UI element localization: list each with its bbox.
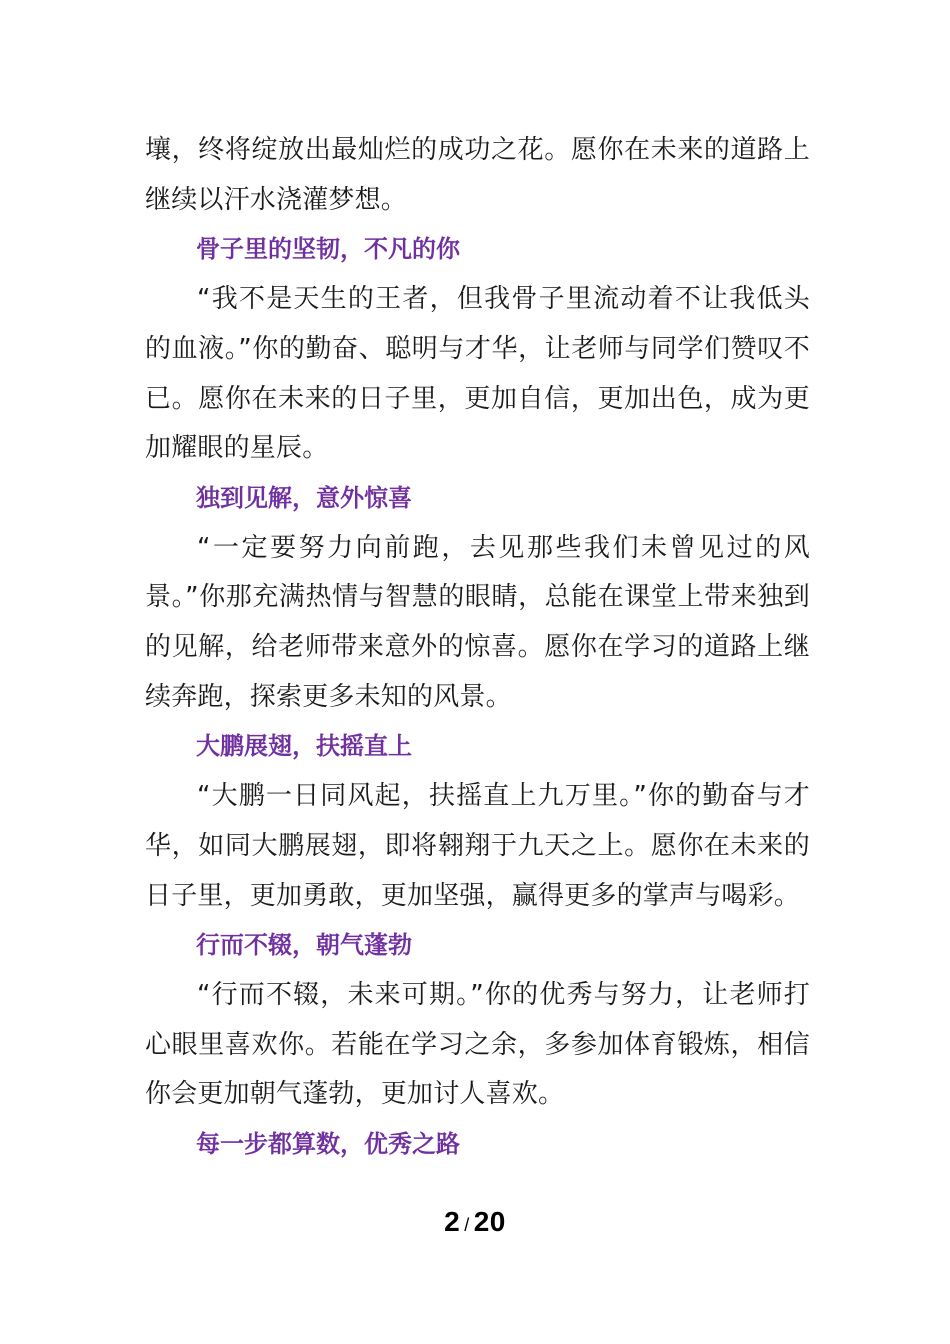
paragraph: “我不是天生的王者，但我骨子里流动着不让我低头的血液。”你的勤奋、聪明与才华，让老师与同学们赞叹不已。愿你在未来的日子里，更加自信，更加出色，成为更加耀眼的星辰。 xyxy=(145,284,810,464)
page-separator: / xyxy=(464,1215,470,1235)
paragraph: 壤，终将绽放出最灿烂的成功之花。愿你在未来的道路上继续以汗水浇灌梦想。 xyxy=(145,135,810,215)
section-heading: 行而不辍，朝气蓬勃 xyxy=(196,931,412,960)
paragraph: “大鹏一日同风起，扶摇直上九万里。”你的勤奋与才华，如同大鹏展翅，即将翱翔于九天之上。愿你在未来的日子里，更加勇敢，更加坚强，赢得更多的掌声与喝彩。 xyxy=(145,781,810,911)
page-current: 2 xyxy=(444,1206,461,1237)
section-heading: 每一步都算数，优秀之路 xyxy=(196,1130,460,1159)
section-heading: 大鹏展翅，扶摇直上 xyxy=(196,732,412,761)
section-heading: 骨子里的坚韧，不凡的你 xyxy=(196,235,460,264)
paragraph: “行而不辍，未来可期。”你的优秀与努力，让老师打心眼里喜欢你。若能在学习之余，多参加体育锻炼，相信你会更加朝气蓬勃，更加讨人喜欢。 xyxy=(145,979,810,1110)
page-number xyxy=(0,1206,950,1238)
document-body xyxy=(145,126,810,1170)
section-heading: 独到见解，意外惊喜 xyxy=(196,483,412,512)
page-total: 20 xyxy=(473,1206,506,1237)
paragraph: “一定要努力向前跑，去见那些我们未曾见过的风景。”你那充满热情与智慧的眼睛，总能在课堂上带来独到的见解，给老师带来意外的惊喜。愿你在学习的道路上继续奔跑，探索更多未知的风景。 xyxy=(145,532,810,712)
